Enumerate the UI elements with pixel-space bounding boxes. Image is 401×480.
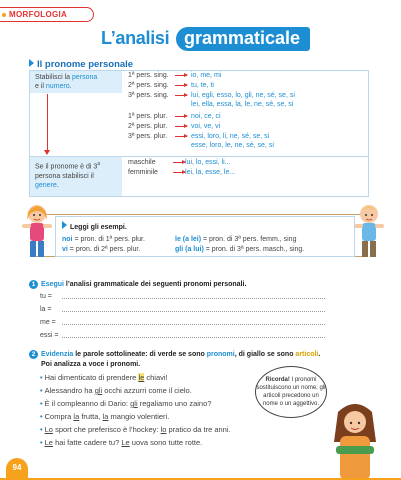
fill-line[interactable]: tu = [40, 293, 52, 300]
arrow-down-icon [44, 150, 50, 155]
triangle-icon [62, 221, 67, 229]
sentence: • Le hai fatte cadere tu? Le uova sono tutte rotte. [40, 438, 203, 447]
reminder-bubble: Ricorda! I pronomi sostituiscono un nome, gli articoli precedono un nome o un aggettivo. [255, 366, 327, 418]
exercise-number: 2 [29, 350, 38, 359]
rule-gender: Se il pronome è di 3$^a$ persona stabilisci il genere. [30, 157, 122, 196]
target-word[interactable]: gli [94, 386, 103, 395]
target-word[interactable]: lo [160, 425, 167, 434]
title-left: L’analisi [101, 28, 170, 48]
girl-reading-illustration [326, 402, 384, 480]
title-right: grammaticale [176, 27, 310, 51]
sentence: • Alessandro ha gli occhi azzurri come il cielo. [40, 386, 192, 395]
examples-heading: Leggi gli esempi. [62, 221, 127, 231]
arrow-right-icon [175, 136, 187, 137]
arrow-line [47, 94, 48, 152]
triangle-icon [29, 59, 34, 67]
banner-rope-top [33, 214, 368, 215]
target-word[interactable]: le [138, 373, 145, 382]
arrow-right-icon [175, 126, 187, 127]
rule-person-number: Stabilisci la persona e il numero. [30, 71, 122, 93]
arrow-right-icon [175, 116, 187, 117]
fill-line[interactable]: essi = [40, 332, 58, 339]
sentence: • Lo sport che preferisco è l’hockey: lo pratico da tre anni. [40, 425, 231, 434]
fill-line[interactable]: me = [40, 319, 56, 326]
section-heading-text: Il pronome personale [37, 59, 134, 70]
boy-illustration [352, 200, 386, 270]
arrow-right-icon [175, 75, 187, 76]
exercise-number: 1 [29, 280, 38, 289]
section-tag-label: MORFOLOGIA [9, 10, 68, 19]
arrow-right-icon [173, 172, 185, 173]
sentence: • È il compleanno di Dario: gli regaliamo uno zaino? [40, 399, 212, 408]
sentence: • Hai dimenticato di prendere le chiavi! [40, 373, 168, 382]
exercise-1-instruction: 1 Esegui l’analisi grammaticale dei seguenti pronomi personali. [29, 280, 246, 289]
target-word[interactable]: la [102, 412, 109, 421]
example-line: noi = pron. di 1ª pers. plur. [62, 236, 145, 243]
tag-dot [2, 13, 6, 17]
example-line: vi = pron. di 2ª pers. plur. [62, 246, 141, 253]
sentence: • Compra la frutta, la mangio volentieri. [40, 412, 170, 421]
target-word[interactable]: Lo [44, 425, 53, 434]
example-line: gli (a lui) = pron. di 3ª pers. masch., sing. [175, 246, 305, 253]
target-word[interactable]: Le [44, 438, 53, 447]
target-word[interactable]: Le [121, 438, 130, 447]
target-word[interactable]: gli [130, 399, 138, 408]
target-word[interactable]: la [73, 412, 80, 421]
exercise-2-instruction: 2 Evidenzia le parole sottolineate: di verde se sono pronomi, di giallo se sono articoli. Poi analizza a voce i pronomi. [29, 350, 320, 369]
fill-line[interactable]: la = [40, 306, 51, 313]
girl-illustration [20, 200, 54, 270]
example-line: le (a lei) = pron. di 3ª pers. femm., sing [175, 236, 297, 243]
arrow-right-icon [173, 162, 185, 163]
arrow-right-icon [175, 95, 187, 96]
page-number: 94 [6, 458, 28, 480]
section-tag [0, 7, 94, 22]
section-heading [29, 59, 133, 70]
arrow-right-icon [175, 85, 187, 86]
